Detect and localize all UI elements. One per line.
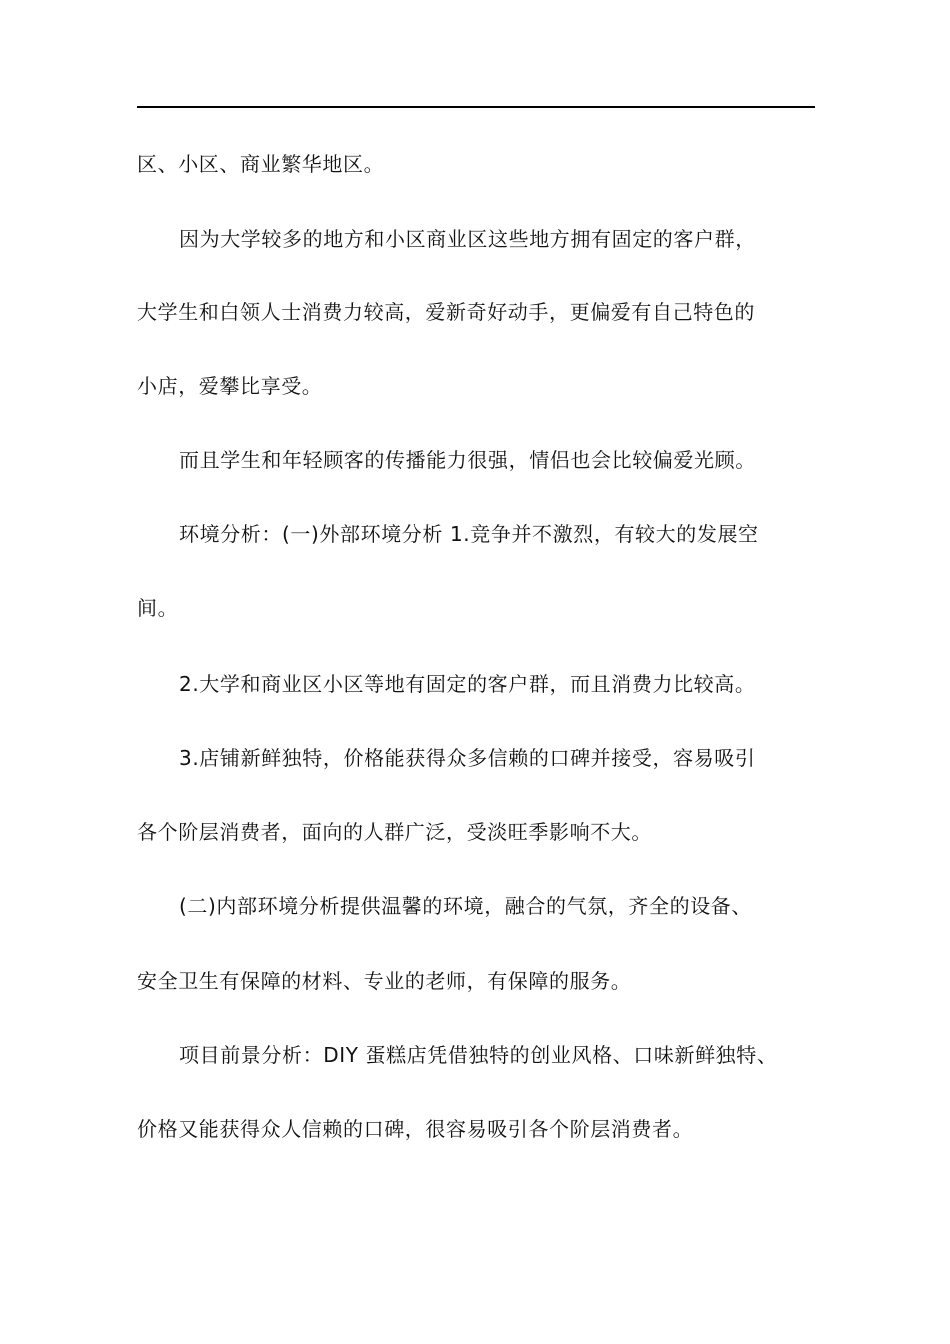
text-line: 间。	[137, 596, 179, 620]
text-line: (二)内部环境分析提供温馨的环境，融合的气氛，齐全的设备、	[179, 894, 753, 918]
text-line: 安全卫生有保障的材料、专业的老师，有保障的服务。	[137, 969, 632, 993]
text-line: 因为大学较多的地方和小区商业区这些地方拥有固定的客户群，	[179, 227, 756, 251]
text-line: 区、小区、商业繁华地区。	[137, 152, 385, 176]
text-line: 2.大学和商业区小区等地有固定的客户群，而且消费力比较高。	[179, 672, 756, 696]
text-line: 3.店铺新鲜独特，价格能获得众多信赖的口碑并接受，容易吸引	[179, 746, 756, 770]
text-line: 环境分析：(一)外部环境分析 1.竞争并不激烈，有较大的发展空	[179, 522, 759, 546]
header-rule	[137, 106, 815, 108]
text-line: 价格又能获得众人信赖的口碑，很容易吸引各个阶层消费者。	[137, 1117, 694, 1141]
text-line: 项目前景分析：DIY 蛋糕店凭借独特的创业风格、口味新鲜独特、	[179, 1043, 778, 1067]
text-line: 小店，爱攀比享受。	[137, 374, 323, 398]
text-line: 大学生和白领人士消费力较高，爱新奇好动手，更偏爱有自己特色的	[137, 300, 755, 324]
text-line: 各个阶层消费者，面向的人群广泛，受淡旺季影响不大。	[137, 820, 652, 844]
text-line: 而且学生和年轻顾客的传播能力很强，情侣也会比较偏爱光顾。	[179, 448, 756, 472]
